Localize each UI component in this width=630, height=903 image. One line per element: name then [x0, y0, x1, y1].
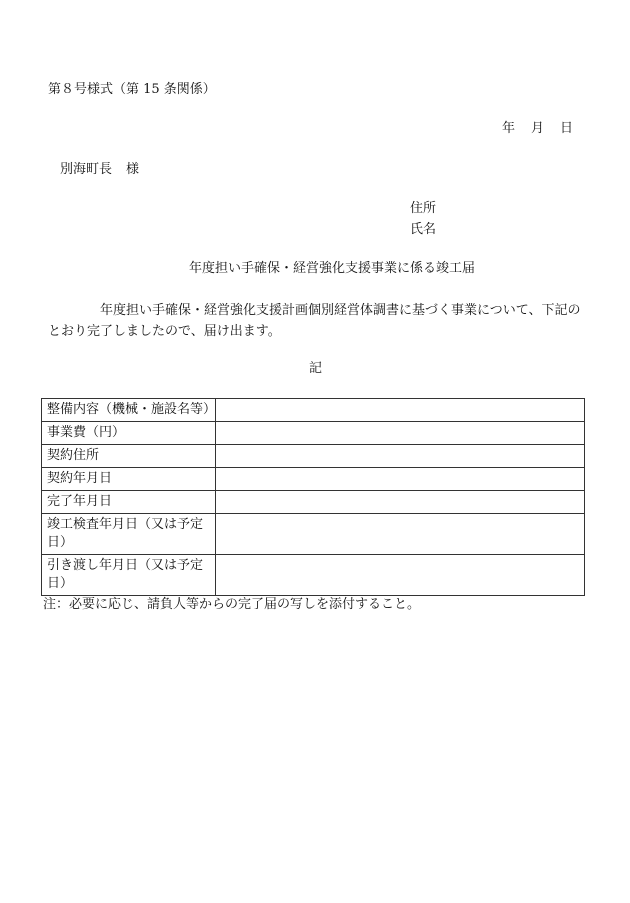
- row-value-cell[interactable]: [216, 514, 585, 555]
- addressee-honorific: 様: [126, 162, 140, 177]
- table-row: [42, 555, 585, 596]
- table-row: [42, 491, 585, 514]
- table-row: [42, 422, 585, 445]
- row-label: 引き渡し年月日（又は予定日）: [42, 555, 216, 596]
- table-row: [42, 514, 585, 555]
- row-label: 契約年月日: [42, 468, 216, 491]
- row-value-cell[interactable]: [216, 468, 585, 491]
- table-row: [42, 468, 585, 491]
- row-label: 竣工検査年月日（又は予定日）: [42, 514, 216, 555]
- ki-label: 記: [309, 361, 323, 376]
- row-label: 完了年月日: [42, 491, 216, 514]
- details-table: [41, 398, 585, 596]
- row-value-cell[interactable]: [216, 399, 585, 422]
- row-value-cell[interactable]: [216, 445, 585, 468]
- row-value-cell[interactable]: [216, 491, 585, 514]
- footnote: 注：必要に応じ、請負人等からの完了届の写しを添付すること。: [43, 597, 421, 612]
- date-year-label: 年: [502, 121, 516, 136]
- row-value-cell[interactable]: [216, 555, 585, 596]
- addressee: [60, 162, 139, 178]
- table-row: [42, 399, 585, 422]
- row-label: 契約住所: [42, 445, 216, 468]
- date-line: [502, 121, 573, 137]
- address-label: 住所: [410, 201, 437, 216]
- table-row: [42, 445, 585, 468]
- date-day-label: 日: [560, 121, 574, 136]
- row-value-cell[interactable]: [216, 422, 585, 445]
- addressee-name: 別海町長: [60, 162, 113, 177]
- date-month-label: 月: [531, 121, 545, 136]
- body-text: 年度担い手確保・経営強化支援計画個別経営体調書に基づく事業について、下記のとおり完了しましたので、届け出ます。: [48, 303, 581, 339]
- form-number: 第８号様式（第 15 条関係）: [48, 82, 216, 97]
- row-label: 整備内容（機械・施設名等）: [42, 399, 216, 422]
- name-label: 氏名: [410, 222, 437, 237]
- row-label: 事業費（円）: [42, 422, 216, 445]
- document-title: 年度担い手確保・経営強化支援事業に係る竣工届: [189, 261, 476, 276]
